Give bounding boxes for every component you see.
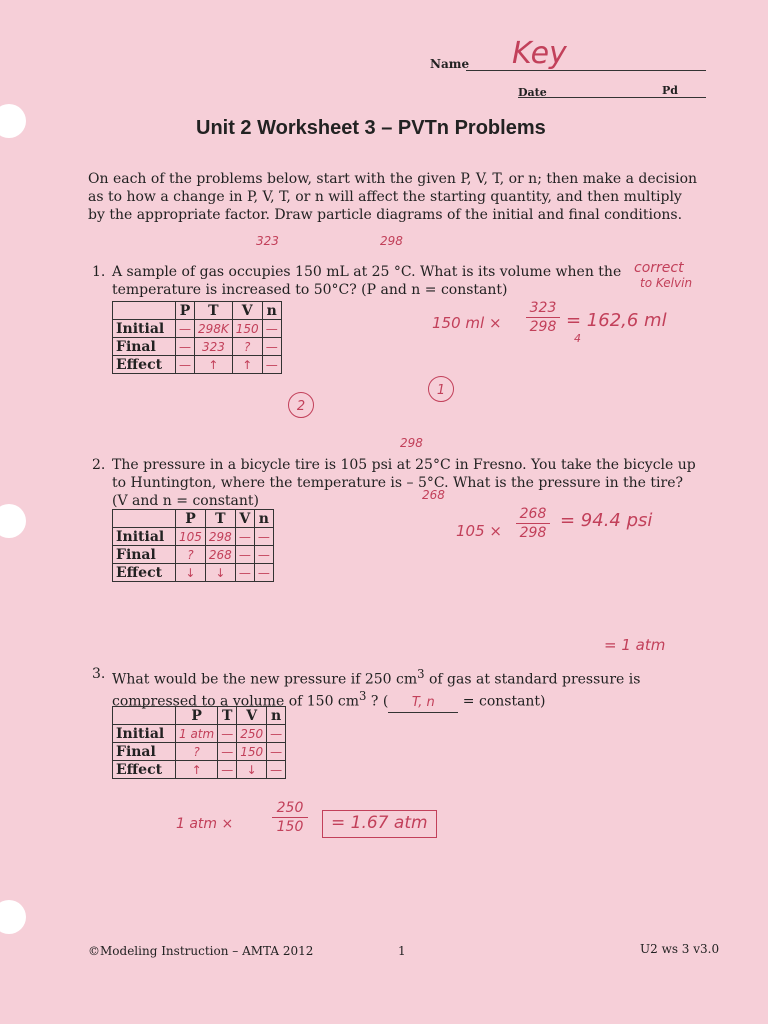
footer-copyright: ©Modeling Instruction – AMTA 2012	[88, 944, 314, 958]
p1-fraction	[526, 300, 560, 335]
p2-header-v: V	[235, 510, 254, 528]
p3-note-std: = 1 atm	[604, 636, 666, 654]
p2-line3: (V and n = constant)	[112, 493, 259, 509]
p3-cell-1-2: 150	[237, 743, 267, 761]
p1-numerator: 323	[529, 300, 557, 316]
p2-header-p: P	[176, 510, 206, 528]
p1-note-correct: correct	[634, 260, 684, 276]
row-label-final: Final	[113, 546, 176, 564]
p3-line1	[112, 665, 672, 689]
p3-header-v: V	[237, 707, 267, 725]
footer-page-number: 1	[398, 944, 406, 958]
p3-line2-a: compressed to a volume of 150 cm	[112, 693, 360, 710]
p3-line2-b: ? (	[366, 693, 389, 710]
p2-cell-0-2: —	[235, 528, 254, 546]
p1-cell-2-2: ↑	[232, 356, 262, 374]
page-title: Unit 2 Worksheet 3 – PVTn Problems	[196, 117, 546, 139]
p2-denominator: 298	[519, 525, 547, 541]
name-line	[466, 70, 706, 71]
p3-corner	[113, 707, 176, 725]
p1-header-p: P	[176, 302, 195, 320]
fraction-bar	[526, 317, 560, 318]
p3-cell-1-1: —	[218, 743, 237, 761]
table-row	[113, 528, 274, 546]
p1-circle-2-label: 2	[296, 399, 306, 414]
name-handwritten: Key	[512, 36, 567, 71]
p1-header-n: n	[262, 302, 281, 320]
p1-calc-lhs: 150 ml ×	[432, 314, 502, 332]
p2-line1: The pressure in a bicycle tire is 105 psi at 25°C in Fresno. You take the bicycle up	[112, 457, 696, 473]
p1-cell-2-0: —	[176, 356, 195, 374]
p2-cell-0-3: —	[254, 528, 273, 546]
row-label-initial: Initial	[113, 725, 176, 743]
p3-header-n: n	[267, 707, 286, 725]
p1-number: 1.	[92, 264, 106, 280]
p3-header-t: T	[218, 707, 237, 725]
p1-result: = 162,6 ml	[566, 310, 667, 331]
p3-calc-lhs: 1 atm ×	[176, 816, 234, 832]
p1-line1: A sample of gas occupies 150 mL at 25 °C. What is its volume when the	[112, 264, 622, 280]
p1-circle-1-label: 1	[436, 383, 446, 398]
p2-cell-2-0: ↓	[176, 564, 206, 582]
binder-hole-top	[0, 104, 26, 138]
table-row	[113, 320, 282, 338]
p3-line2-sup: 3	[359, 689, 367, 703]
name-label: Name	[430, 57, 470, 71]
p1-circle-1	[428, 376, 454, 402]
p2-fraction	[516, 506, 550, 541]
p3-cell-0-1: —	[218, 725, 237, 743]
p1-header-t: T	[195, 302, 233, 320]
fraction-bar	[272, 817, 308, 818]
p2-table	[112, 509, 274, 582]
row-label-effect: Effect	[113, 761, 176, 779]
table-row	[113, 546, 274, 564]
p2-cell-1-0: ?	[176, 546, 206, 564]
p2-line2: to Huntington, where the temperature is – 5°C. What is the pressure in the tire?	[112, 475, 683, 491]
p3-fraction	[272, 800, 308, 835]
table-row	[113, 356, 282, 374]
p1-cell-0-3: —	[262, 320, 281, 338]
pd-line	[648, 97, 706, 98]
p3-cell-2-2: ↓	[237, 761, 267, 779]
binder-hole-middle	[0, 504, 26, 538]
row-label-initial: Initial	[113, 320, 176, 338]
p1-cell-1-1: 323	[195, 338, 233, 356]
p1-table	[112, 301, 282, 374]
p1-cell-0-0: —	[176, 320, 195, 338]
table-row	[113, 743, 286, 761]
footer-version: U2 ws 3 v3.0	[640, 942, 720, 956]
p2-result: = 94.4 psi	[560, 510, 653, 531]
p1-denominator: 298	[529, 319, 557, 335]
p3-cell-2-0: ↑	[176, 761, 218, 779]
p1-cell-2-1: ↑	[195, 356, 233, 374]
p3-table	[112, 706, 286, 779]
p1-header-v: V	[232, 302, 262, 320]
p2-note-298: 298	[400, 436, 423, 450]
p1-note-kelvin: to Kelvin	[640, 276, 693, 290]
p2-corner	[113, 510, 176, 528]
p1-corner	[113, 302, 176, 320]
p3-result-boxed: = 1.67 atm	[322, 810, 437, 838]
p2-header-t: T	[205, 510, 235, 528]
date-line	[518, 97, 648, 98]
p3-cell-2-3: —	[267, 761, 286, 779]
p3-cell-0-0: 1 atm	[176, 725, 218, 743]
p3-number: 3.	[92, 666, 106, 682]
p3-line1-sup: 3	[417, 667, 425, 681]
p2-header-n: n	[254, 510, 273, 528]
p1-cell-0-1: 298K	[195, 320, 233, 338]
fraction-bar	[516, 523, 550, 524]
row-label-effect: Effect	[113, 564, 176, 582]
p2-cell-2-3: —	[254, 564, 273, 582]
table-row	[113, 338, 282, 356]
p2-number: 2.	[92, 457, 106, 473]
p1-cell-1-0: —	[176, 338, 195, 356]
p2-numerator: 268	[519, 506, 547, 522]
p3-denominator: 150	[276, 819, 304, 835]
p2-note-268: 268	[422, 488, 445, 502]
p3-numerator: 250	[276, 800, 304, 816]
p3-cell-0-2: 250	[237, 725, 267, 743]
p1-line2: temperature is increased to 50°C? (P and n = constant)	[112, 282, 508, 298]
table-row	[113, 761, 286, 779]
p2-cell-2-2: —	[235, 564, 254, 582]
table-row	[113, 725, 286, 743]
binder-hole-bottom	[0, 900, 26, 934]
row-label-initial: Initial	[113, 528, 176, 546]
p1-cell-0-2: 150	[232, 320, 262, 338]
p2-cell-1-1: 268	[205, 546, 235, 564]
p1-cell-1-2: ?	[232, 338, 262, 356]
p3-cell-0-3: —	[267, 725, 286, 743]
p3-line1-a: What would be the new pressure if 250 cm	[112, 671, 418, 688]
p3-line1-b: of gas at standard pressure is	[424, 671, 641, 688]
p1-cell-1-3: —	[262, 338, 281, 356]
p2-cell-2-1: ↓	[205, 564, 235, 582]
p2-cell-1-2: —	[235, 546, 254, 564]
p1-note-298: 298	[380, 234, 403, 248]
p3-cell-1-0: ?	[176, 743, 218, 761]
p1-sub: 4	[574, 332, 581, 345]
p1-note-323: 323	[256, 234, 279, 248]
pd-label: Pd	[662, 84, 678, 97]
p3-blank-fill: T, n	[388, 694, 458, 713]
p3-cell-1-3: —	[267, 743, 286, 761]
row-label-effect: Effect	[113, 356, 176, 374]
row-label-final: Final	[113, 743, 176, 761]
p3-header-p: P	[176, 707, 218, 725]
p2-cell-0-1: 298	[205, 528, 235, 546]
p1-circle-2	[288, 392, 314, 418]
row-label-final: Final	[113, 338, 176, 356]
p3-line2-c: = constant)	[458, 693, 546, 710]
p2-cell-0-0: 105	[176, 528, 206, 546]
p2-calc-lhs: 105 ×	[456, 522, 502, 540]
p1-cell-2-3: —	[262, 356, 281, 374]
date-label: Date	[518, 86, 547, 99]
p2-cell-1-3: —	[254, 546, 273, 564]
table-row	[113, 564, 274, 582]
p3-cell-2-1: —	[218, 761, 237, 779]
intro-text: On each of the problems below, start with the given P, V, T, or n; then make a decision as to how a change in P, V, T, or n will affect the starting quantity, and then multiply by the appropriate factor. Draw particle diagrams of the initial and final conditions.	[88, 171, 698, 223]
